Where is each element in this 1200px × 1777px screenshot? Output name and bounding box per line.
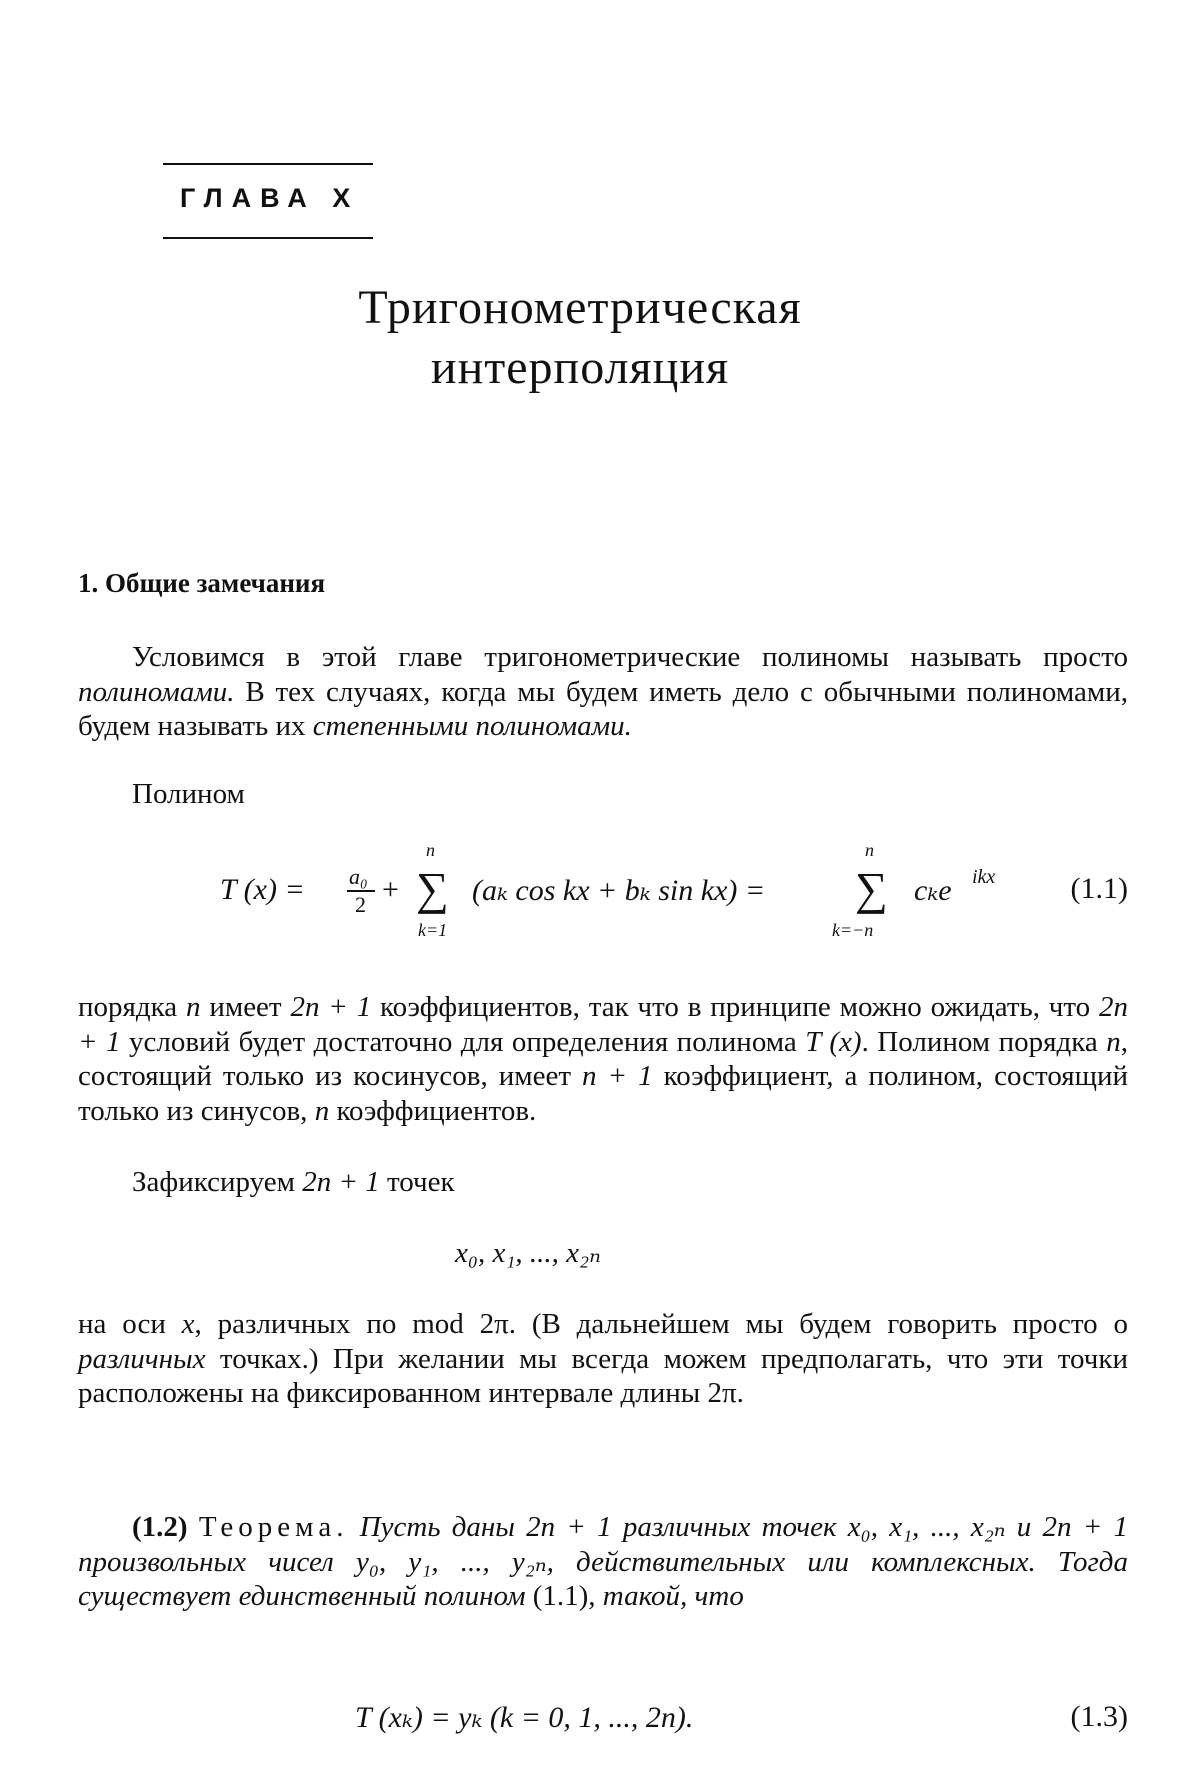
eq-lhs: T (x) = — [220, 873, 305, 906]
math-expr: 2n + 1 — [290, 991, 372, 1023]
paragraph-polynom — [78, 777, 1128, 812]
text-run: условий будет достаточно для определения полинома — [120, 1025, 806, 1058]
math-expr: 2n + 1 — [526, 1511, 612, 1543]
eq-term: (aₖ cos kx + bₖ sin kx) = — [472, 874, 766, 907]
chapter-rule-bottom — [163, 237, 373, 239]
theorem-1-2 — [78, 1510, 1128, 1614]
math-expr: 2n + 1 — [1042, 1511, 1129, 1543]
section-heading: 1. Общие замечания — [78, 568, 326, 598]
text-run: точках.) При желании мы всегда можем предполагать, что эти точки расположены на фиксированном интервале длины 2π. — [78, 1342, 1128, 1409]
math-expr: 2n + 1 — [78, 991, 1129, 1058]
text-run: порядка — [78, 991, 186, 1023]
text-run: . Полином порядка — [861, 1025, 1107, 1058]
theorem-text: , действительных или комплексных. Тогда существует единственный полином — [78, 1545, 1128, 1612]
italic-term: степенными полиномами. — [312, 710, 632, 742]
theorem-word: Теорема. — [198, 1511, 349, 1543]
text-run: коэффициентов. — [329, 1094, 537, 1127]
math-var: n — [1106, 1025, 1121, 1058]
text-run: Зафиксируем — [132, 1166, 303, 1198]
sum1-upper: n — [426, 840, 435, 860]
points-list: x₀, x₁, ..., x₂ₙ — [455, 1237, 601, 1269]
eq-rhs: cₖe — [914, 874, 952, 907]
equation-1-3: T (xₖ) = yₖ (k = 0, 1, ..., 2n). — [355, 1701, 694, 1734]
math-expr: x₀, x₁, ..., x₂ₙ — [847, 1511, 1006, 1543]
text-run: имеет — [200, 991, 291, 1023]
eq-a0: a₀ — [349, 864, 368, 889]
equation-number-1-1: (1.1) — [1070, 872, 1128, 905]
eq-rhs-exponent: ikx — [972, 866, 996, 888]
theorem-text: Пусть даны — [359, 1511, 527, 1543]
eq-plus: + — [382, 873, 399, 906]
theorem-text: произвольных чисел — [78, 1545, 356, 1578]
sum1-sign: ∑ — [416, 863, 449, 914]
math-var: n — [185, 991, 201, 1023]
text-run: коэффициентов, так что в принципе можно ожидать, что — [371, 991, 1100, 1023]
paragraph-fix-points — [78, 1165, 1128, 1200]
paragraph-intro — [78, 640, 1128, 744]
chapter-title — [290, 278, 870, 398]
theorem-ref: (1.1) — [532, 1580, 589, 1612]
text-run: В тех случаях, когда мы будем иметь дело с обычными полиномами, будем называть их — [78, 675, 1128, 742]
sum2-sign: ∑ — [855, 863, 888, 914]
theorem-text: различных точек — [611, 1511, 848, 1543]
text-run: Полином — [132, 778, 245, 810]
theorem-text: , такой, что — [588, 1580, 744, 1612]
theorem-number: (1.2) — [132, 1511, 188, 1543]
math-var: n — [314, 1094, 330, 1127]
paragraph-order — [78, 990, 1128, 1128]
text-run: , состоящий только из косинусов, имеет — [78, 1025, 1128, 1092]
text-run: коэффициент, а полином, состоящий только из синусов, — [78, 1060, 1128, 1127]
math-var: x — [181, 1308, 195, 1340]
paragraph-axis — [78, 1307, 1128, 1411]
sum2-upper: n — [865, 840, 874, 860]
chapter-title-line2: интерполяция — [430, 341, 730, 394]
text-run: , различных по mod 2π. (В дальнейшем мы будем говорить просто о — [194, 1308, 1128, 1340]
text-run: точек — [379, 1166, 455, 1198]
eq-two: 2 — [355, 892, 366, 917]
math-expr: T (x) — [805, 1025, 862, 1058]
sum1-lower: k=1 — [418, 920, 448, 940]
math-expr: n + 1 — [582, 1060, 653, 1092]
italic-term: различных — [78, 1342, 206, 1375]
text-run: на оси — [78, 1308, 182, 1340]
chapter-rule-top — [163, 163, 373, 165]
italic-term: полиномами. — [78, 675, 235, 708]
equation-1-1 — [220, 840, 1020, 950]
chapter-title-line1: Тригонометрическая — [358, 281, 802, 334]
math-expr: y₀, y₁, ..., y₂ₙ — [356, 1545, 547, 1578]
text-run: Условимся в этой главе тригонометрические полиномы называть просто — [132, 641, 1128, 673]
sum2-lower: k=−n — [832, 920, 874, 940]
equation-number-1-3: (1.3) — [1070, 1700, 1128, 1733]
theorem-text: и — [1005, 1511, 1043, 1543]
chapter-label: ГЛАВА X — [180, 183, 360, 213]
math-expr: 2n + 1 — [302, 1166, 380, 1198]
